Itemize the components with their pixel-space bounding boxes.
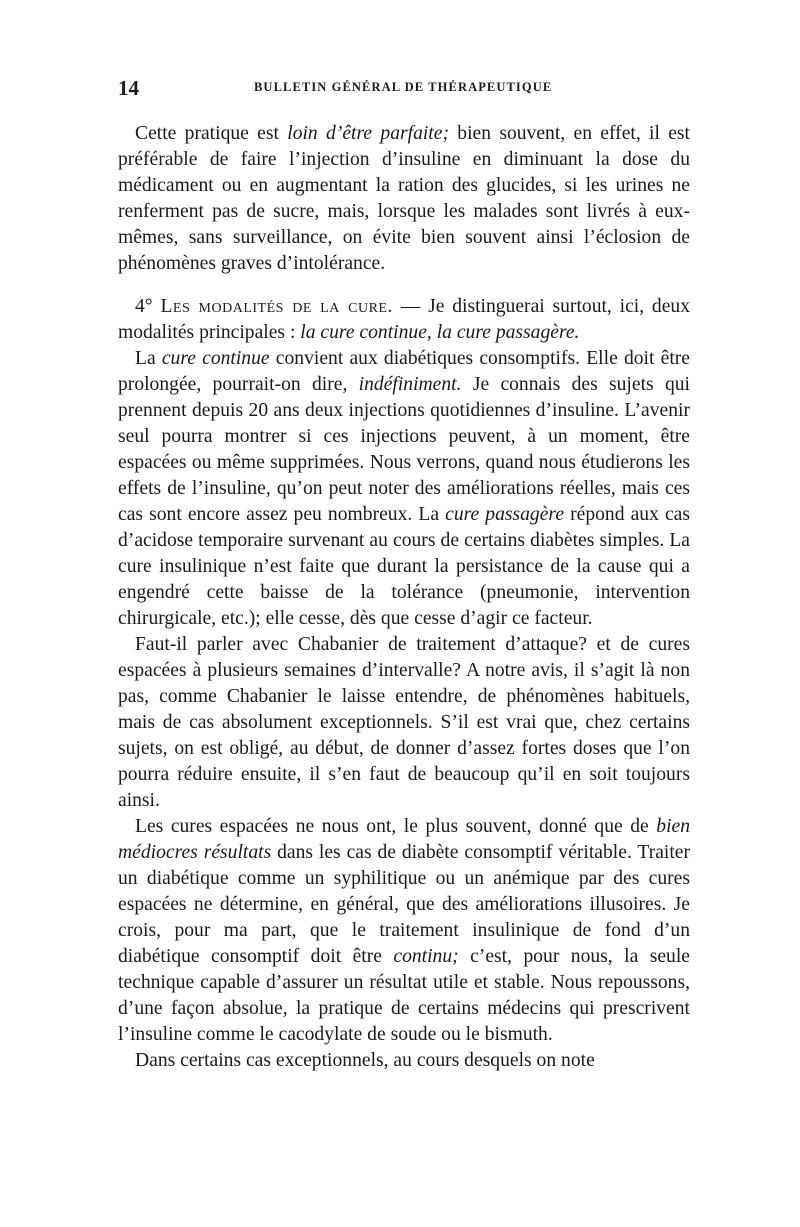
running-title: BULLETIN GÉNÉRAL DE THÉRAPEUTIQUE <box>254 80 553 94</box>
text-run: Faut-il parler avec Chabanier de traitement d’attaque? et de cures espacées à plusieurs semaines d’intervalle? A notre avis, il s’agit là non pas, comme Chabanier le laisse entendre, de phénomènes habituels, mais de cas absolument exceptionnels. S’il est vrai que, chez certains sujets, on est obligé, au début, de donner d’assez fortes doses que l’on pourra réduire ensuite, il s’en faut de beaucoup qu’il en soit toujours ainsi. <box>118 634 690 811</box>
text-run: répond aux cas d’acidose temporaire survenant au cours de certains diabètes simples. La cure insulinique n’est faite que durant la persistance de la cause qui a engendré cette baisse de la tolérance (pneumonie, intervention chirurgicale, etc.); elle cesse, dès que cesse d’agir ce facteur. <box>118 504 690 629</box>
italic-text: la cure continue, la cure passagère. <box>300 322 580 343</box>
text-run: c’est, pour nous, la seule technique capable d’assurer un résultat utile et stable. Nous repoussons, d’une façon absolue, la pratique de certains médecins qui prescrivent l’insuline comme le cacodylate de soude ou le bismuth. <box>118 946 690 1045</box>
paragraph <box>118 294 690 346</box>
text-run: 4° <box>135 296 161 317</box>
page-header <box>118 76 688 98</box>
italic-text: bien médiocres résultats <box>118 816 690 863</box>
paragraph <box>118 1048 690 1074</box>
paragraph <box>118 814 690 1048</box>
paragraph <box>118 632 690 814</box>
paragraph <box>118 346 690 632</box>
italic-text: loin d’être parfaite; <box>287 123 449 144</box>
section-heading: Les modalités de la cure. <box>160 296 393 317</box>
text-run: Je connais des sujets qui prennent depuis 20 ans deux injections quotidiennes d’insuline. L’avenir seul pourra montrer si ces injections peuvent, à un moment, être espacées ou même supprimées. Nous verrons, quand nous étudierons les effets de l’insuline, qu’on peut noter des améliorations réelles, mais ces cas sont encore assez peu nombreux. La <box>118 374 690 525</box>
text-run: Dans certains cas exceptionnels, au cours desquels on note <box>135 1050 595 1071</box>
text-run: dans les cas de diabète consomptif véritable. Traiter un diabétique comme un syphilitique ou un anémique par des cures espacées ne détermine, en général, que des améliorations illusoires. Je crois, pour ma part, que le traitement insulinique de fond d’un diabétique consomptif doit être <box>118 842 690 967</box>
text-run: bien souvent, en effet, il est préférable de faire l’injection d’insuline en diminuant la dose du médicament ou en augmentant la ration des glucides, si les urines ne renferment pas de sucre, mais, lorsque les malades sont livrés à eux-mêmes, sans surveillance, on évite bien souvent ainsi l’éclosion de phénomènes graves d’intolérance. <box>118 123 691 274</box>
paragraph <box>118 121 690 277</box>
text-run: convient aux diabétiques consomptifs. Elle doit être prolongée, pourrait-on dire, <box>118 348 690 395</box>
text-run: Les cures espacées ne nous ont, le plus souvent, donné que de <box>135 816 657 837</box>
italic-text: indéfiniment. <box>358 374 462 395</box>
text-run: — Je distinguerai surtout, ici, deux modalités principales : <box>118 296 691 343</box>
body-text <box>118 121 690 1074</box>
italic-text: cure passagère <box>445 504 565 525</box>
text-run: Cette pratique est <box>135 123 288 144</box>
text-run: La <box>135 348 162 369</box>
page-number: 14 <box>118 76 139 100</box>
italic-text: continu; <box>393 946 459 967</box>
italic-text: cure continue <box>161 348 270 369</box>
